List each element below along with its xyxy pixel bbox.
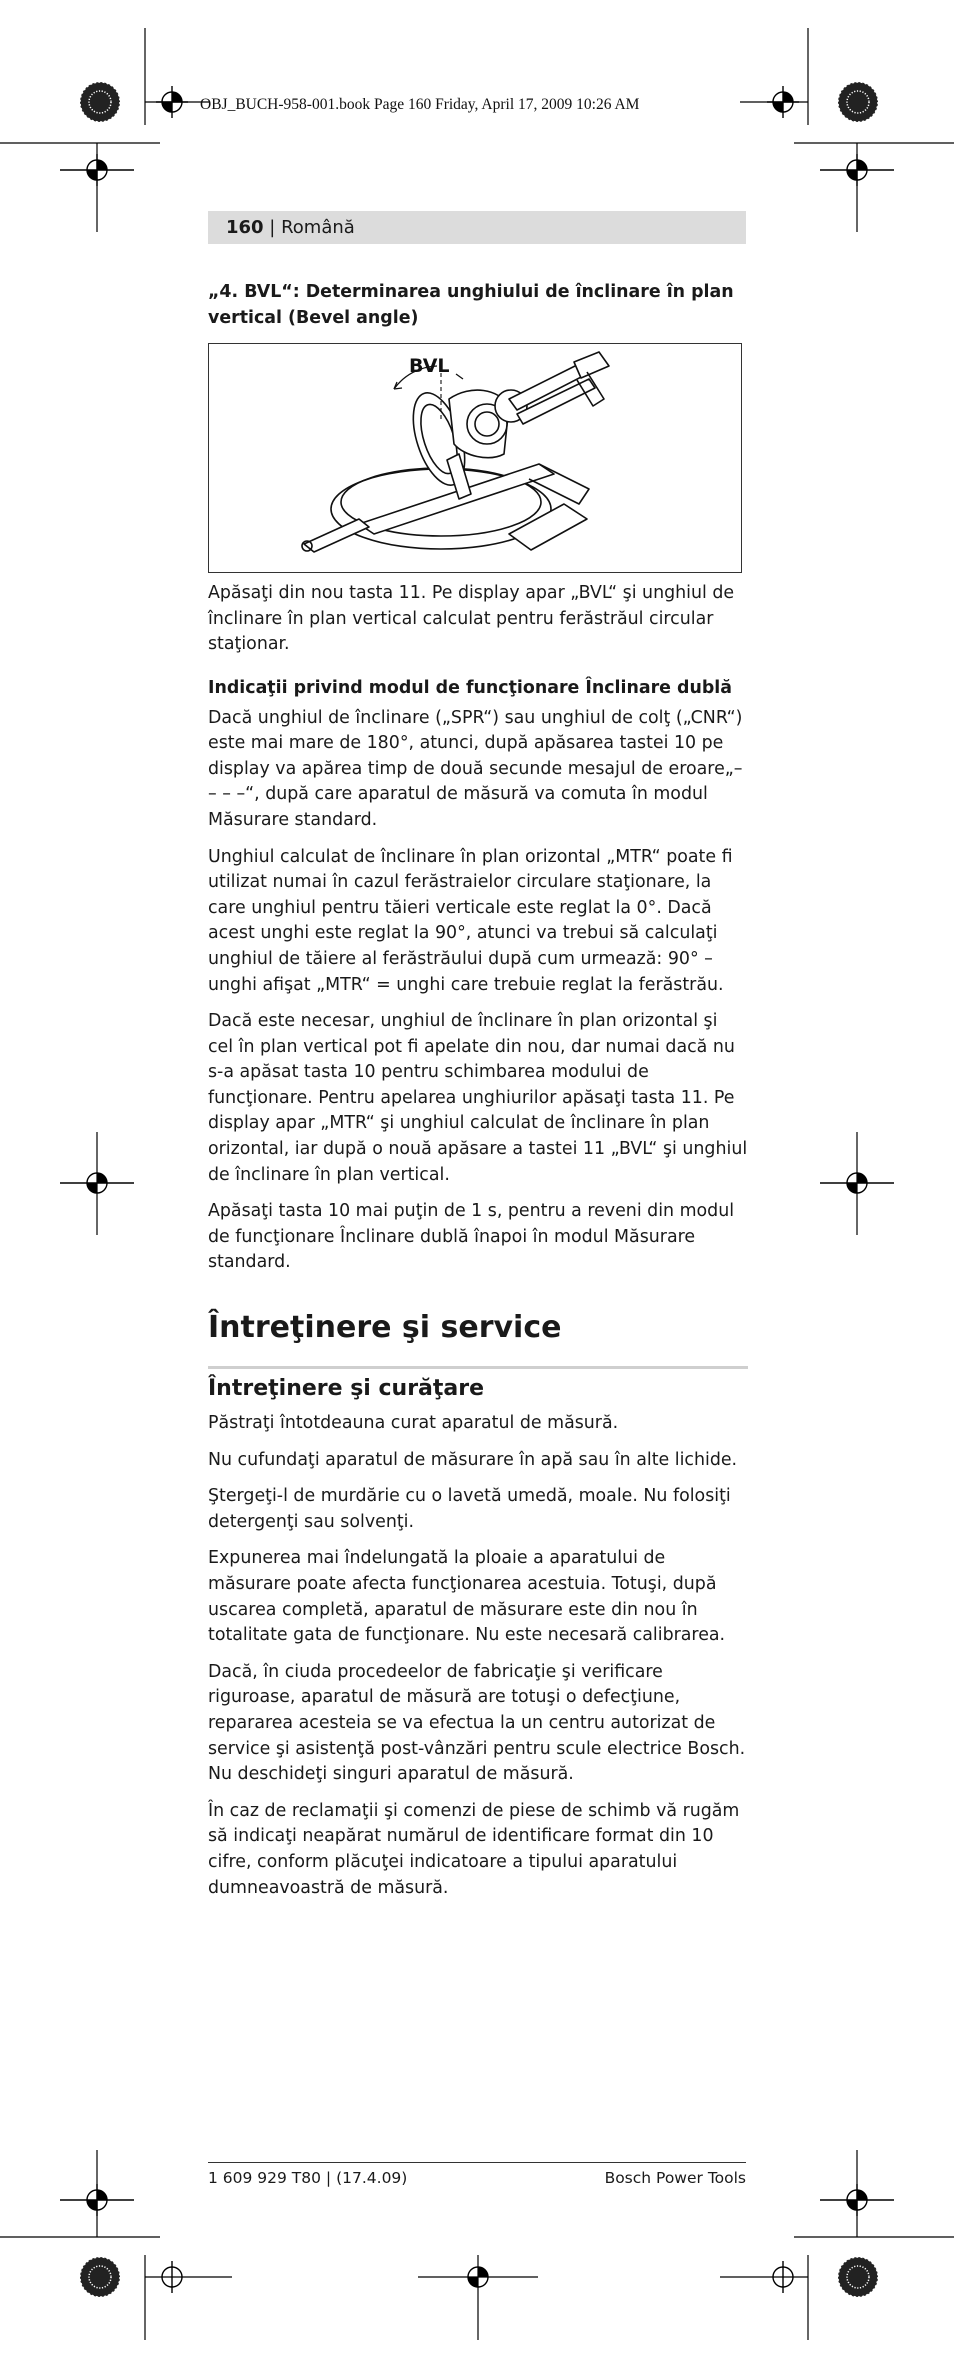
maintenance-paragraph-6: În caz de reclamaţii şi comenzi de piese de schimb vă rugăm să indicaţi neapărat numărul de identificare format din 10 cifre, conform plăcuţei indicatoare a tipului aparatului dumneavoastră de măsură. <box>208 1800 740 1898</box>
page-header <box>208 211 746 244</box>
maintenance-paragraph-2: Nu cufundaţi aparatul de măsurare în apă sau în alte lichide. <box>208 1449 738 1470</box>
section-title-bvl: „4. BVL“: Determinarea unghiului de înclinare în plan vertical (Bevel angle) <box>208 282 734 328</box>
page-number: 160 <box>226 217 264 238</box>
header-language: Română <box>281 217 355 238</box>
maintenance-paragraph-3: Ştergeţi-l de murdărie cu o lavetă umedă, moale. Nu folosiţi detergenţi sau solvenţi. <box>208 1486 731 1532</box>
header-separator: | <box>263 217 282 238</box>
page-content <box>208 280 748 1912</box>
maintenance-paragraph-1: Păstraţi întotdeauna curat aparatul de măsură. <box>208 1413 619 1434</box>
page-footer <box>208 2162 746 2189</box>
chapter-title: Întreţinere şi service <box>208 1310 562 1346</box>
figure-label-bvl: BVL <box>409 355 450 378</box>
double-bevel-paragraph-1: Dacă unghiul de înclinare („SPR“) sau unghiul de colţ („CNR“) este mai mare de 180°, atunci, după apăsarea tastei 10 pe display va apărea timp de două secunde mesajul de eroare„– – – –“, după care aparatul de măsură va comuta în modul Măsurare standard. <box>208 707 743 830</box>
double-bevel-paragraph-4: Apăsaţi tasta 10 mai puţin de 1 s, pentru a reveni din modul de funcţionare Înclinare dublă înapoi în modul Măsurare standard. <box>208 1201 735 1273</box>
maintenance-paragraph-5: Dacă, în ciuda procedeelor de fabricaţie şi verificare riguroase, aparatul de măsură are totuşi o defecţiune, repararea acesteia se va efectua la un centru autorizat de service şi asistenţă post-vânzări pentru scule electrice Bosch. Nu deschideţi singuri aparatul de măsură. <box>208 1661 746 1785</box>
section-title-double-bevel: Indicaţii privind modul de funcţionare Înclinare dublă <box>208 677 732 698</box>
footer-brand: Bosch Power Tools <box>604 2169 746 2187</box>
bevel-angle-figure <box>208 343 742 573</box>
double-bevel-paragraph-2: Unghiul calculat de înclinare în plan orizontal „MTR“ poate fi utilizat numai în cazul ferăstraielor circulare staţionare, la care unghiul pentru tăieri verticale este reglat la 0°. Dacă acest unghi este reglat la 90°, atunci va trebui să calculaţi unghiul de tăiere al ferăstrăului după cum urmează: 90° – unghi afişat „MTR“ = unghi care trebuie reglat la ferăstrău. <box>208 846 733 995</box>
print-info: OBJ_BUCH-958-001.book Page 160 Friday, April 17, 2009 10:26 AM <box>200 96 640 113</box>
double-bevel-paragraph-3: Dacă este necesar, unghiul de înclinare în plan orizontal şi cel în plan vertical pot fi apelate din nou, dar numai dacă nu s-a apăsat tasta 10 pentru schimbarea modului de funcţionare. Pentru apelarea unghiurilor apăsaţi tasta 11. Pe display apar „MTR“ şi unghiul calculat de înclinare în plan orizontal, iar după o nouă apăsare a tastei 11 „BVL“ şi unghiul de înclinare în plan vertical. <box>208 1011 748 1185</box>
section-title-maintenance: Întreţinere şi curăţare <box>208 1366 748 1403</box>
bvl-paragraph: Apăsaţi din nou tasta 11. Pe display apar „BVL“ şi unghiul de înclinare în plan vertical calculat pentru ferăstrăul circular staţionar. <box>208 583 735 655</box>
maintenance-paragraph-4: Expunerea mai îndelungată la ploaie a aparatului de măsurare poate afecta funcţionarea acestuia. Totuşi, după uscarea completă, aparatul de măsurare este din nou în totalitate gata de funcţionare. Nu este necesară calibrarea. <box>208 1548 726 1646</box>
footer-doc-number: 1 609 929 T80 | (17.4.09) <box>208 2169 408 2187</box>
miter-saw-illustration <box>209 344 741 572</box>
